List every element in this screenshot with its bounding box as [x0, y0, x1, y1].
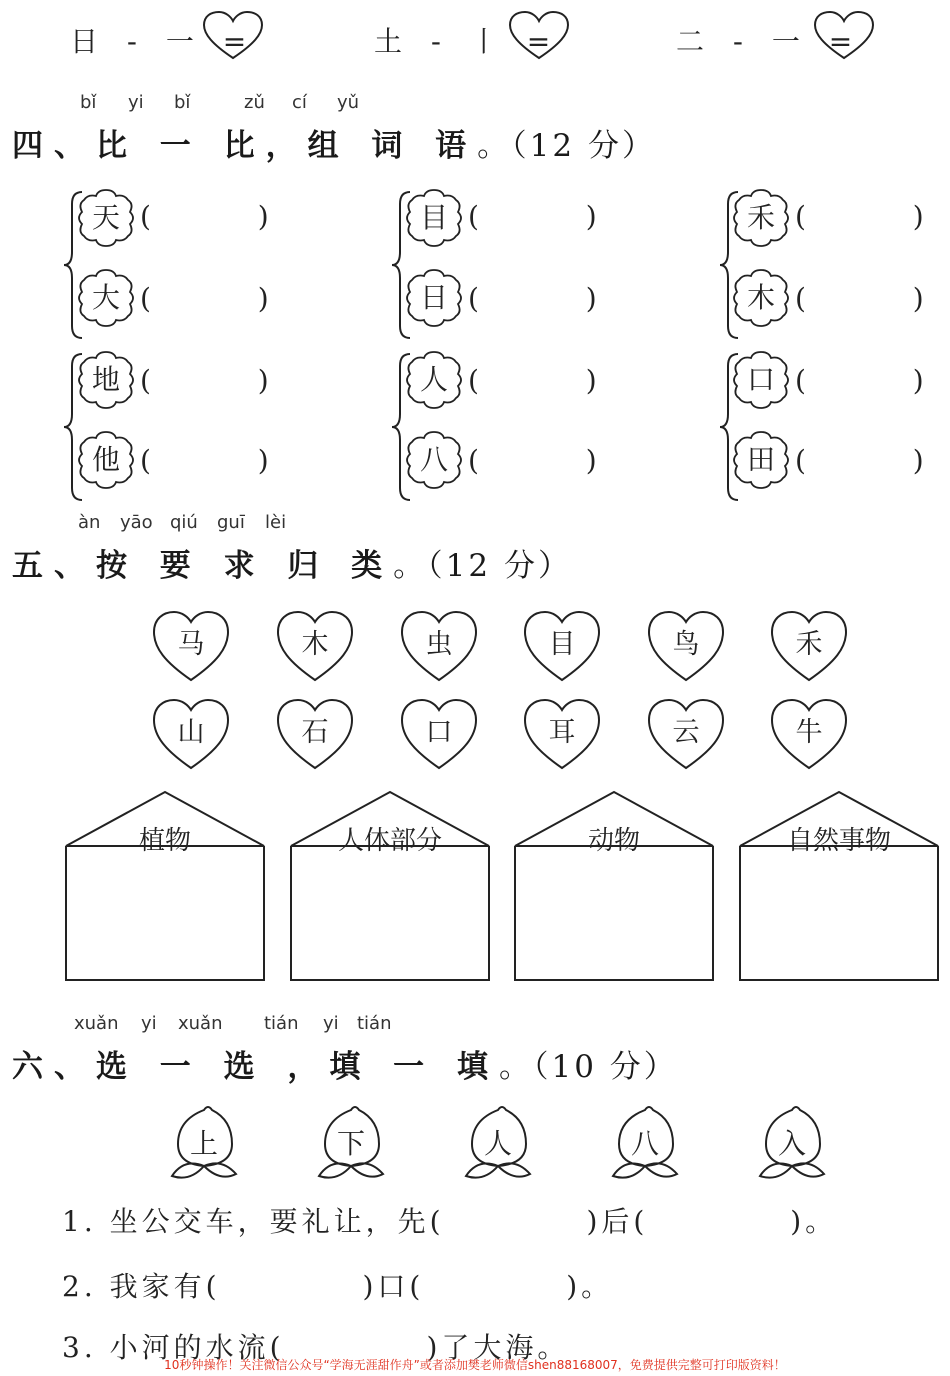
footer-notice: 10秒钟操作！关注微信公众号“学海无涯甜作舟”或者添加樊老师微信shen88168007，免费提供完整可打印版资料！	[164, 1358, 786, 1372]
heart-char: 鸟	[672, 629, 700, 660]
char-ri: 日	[419, 281, 448, 314]
char-ta: 他	[91, 443, 120, 476]
peach-char: 人	[483, 1127, 512, 1160]
peach-char: 入	[777, 1127, 806, 1160]
heart-char: 口	[425, 717, 453, 748]
fill-sentence-1[interactable]: 1. 坐公交车，要礼让，先( )后( )。	[62, 1205, 838, 1238]
char-ren: 人	[419, 363, 448, 396]
heart-char: 禾	[795, 629, 823, 660]
char-mu-tree: 木	[746, 281, 775, 314]
answer-blank[interactable]: ( )	[468, 444, 597, 477]
pinyin: zǔ	[244, 92, 265, 113]
pinyin: yāo	[120, 512, 153, 533]
peach-char: 上	[189, 1127, 218, 1160]
heart-card-chong[interactable]	[399, 608, 479, 684]
heart-char: 云	[672, 717, 700, 748]
answer-blank[interactable]: ( )	[140, 364, 269, 397]
peach-card-ren[interactable]	[464, 1104, 540, 1184]
peach-card-shang[interactable]	[170, 1104, 246, 1184]
category-label: 人体部分	[337, 826, 442, 856]
pinyin: yi	[141, 1013, 157, 1034]
pinyin: xuǎn	[74, 1013, 119, 1034]
answer-blank[interactable]: ( )	[795, 364, 924, 397]
char-ba: 八	[419, 443, 448, 476]
pinyin: qiú	[170, 512, 198, 533]
pinyin: bǐ	[174, 92, 191, 113]
category-house-body[interactable]	[289, 790, 491, 982]
heart-card-niu[interactable]	[769, 696, 849, 772]
answer-blank[interactable]: ( )	[140, 200, 269, 233]
heart-char: 虫	[425, 629, 453, 660]
heart-char: 马	[177, 629, 205, 660]
category-label: 植物	[138, 826, 191, 856]
heart-char: 山	[177, 717, 205, 748]
fill-sentence-2[interactable]: 2. 我家有( )口( )。	[62, 1270, 614, 1303]
pinyin: xuǎn	[178, 1013, 223, 1034]
char-di: 地	[91, 363, 120, 396]
heart-card-kou[interactable]	[399, 696, 479, 772]
pinyin: bǐ	[80, 92, 97, 113]
pinyin: guī	[217, 512, 245, 533]
heart-card-he[interactable]	[769, 608, 849, 684]
pinyin: yi	[128, 92, 144, 113]
equation-2: 土 - 丨 =	[374, 25, 561, 58]
answer-blank[interactable]: ( )	[468, 364, 597, 397]
pinyin: cí	[292, 92, 307, 113]
category-house-animals[interactable]	[513, 790, 715, 982]
peach-char: 下	[336, 1127, 365, 1160]
house-icon	[513, 790, 715, 982]
heart-card-mu-eye[interactable]	[522, 608, 602, 684]
house-icon	[738, 790, 940, 982]
equation-1: 日 - 一 =	[70, 25, 257, 58]
answer-blank[interactable]: ( )	[795, 444, 924, 477]
house-icon	[289, 790, 491, 982]
category-label: 自然事物	[786, 826, 891, 856]
category-label: 动物	[587, 826, 640, 856]
heart-card-shi[interactable]	[275, 696, 355, 772]
section-4-title: 四、比 一 比，组 词 语。（12 分）	[12, 128, 656, 164]
peach-card-ba[interactable]	[611, 1104, 687, 1184]
pinyin: tián	[357, 1013, 392, 1034]
pinyin: yǔ	[337, 92, 360, 113]
pinyin: tián	[264, 1013, 299, 1034]
heart-card-ma[interactable]	[151, 608, 231, 684]
heart-card-mu[interactable]	[275, 608, 355, 684]
heart-char: 石	[301, 717, 329, 748]
pinyin: lèi	[265, 512, 287, 533]
char-kou: 口	[746, 363, 775, 396]
pinyin: yi	[323, 1013, 339, 1034]
section-5-title: 五、按 要 求 归 类。（12 分）	[12, 548, 572, 584]
char-mu-eye: 目	[419, 201, 448, 234]
answer-blank[interactable]: ( )	[140, 444, 269, 477]
equation-3: 二 - 一 =	[676, 25, 863, 58]
char-tian: 天	[91, 201, 120, 234]
char-he: 禾	[746, 201, 775, 234]
answer-heart-3[interactable]	[813, 10, 875, 62]
fill-sentence-3[interactable]: 3. 小河的水流( )了大海。	[62, 1331, 570, 1364]
heart-card-er[interactable]	[522, 696, 602, 772]
answer-blank[interactable]: ( )	[468, 282, 597, 315]
heart-card-yun[interactable]	[646, 696, 726, 772]
section-6-title: 六、选 一 选 ，填 一 填。（10 分）	[12, 1049, 678, 1085]
peach-char: 八	[630, 1127, 659, 1160]
heart-card-niao[interactable]	[646, 608, 726, 684]
answer-blank[interactable]: ( )	[140, 282, 269, 315]
house-icon	[64, 790, 266, 982]
peach-card-ru[interactable]	[758, 1104, 834, 1184]
answer-blank[interactable]: ( )	[795, 282, 924, 315]
category-house-nature[interactable]	[738, 790, 940, 982]
peach-card-xia[interactable]	[317, 1104, 393, 1184]
heart-card-shan[interactable]	[151, 696, 231, 772]
char-tian-field: 田	[746, 443, 775, 476]
answer-blank[interactable]: ( )	[795, 200, 924, 233]
answer-blank[interactable]: ( )	[468, 200, 597, 233]
heart-char: 木	[301, 629, 329, 660]
heart-char: 牛	[795, 717, 823, 748]
heart-char: 耳	[548, 717, 576, 748]
answer-heart-1[interactable]	[202, 10, 264, 62]
char-da: 大	[91, 281, 120, 314]
answer-heart-2[interactable]	[508, 10, 570, 62]
pinyin: àn	[78, 512, 101, 533]
heart-char: 目	[548, 629, 576, 660]
category-house-plants[interactable]	[64, 790, 266, 982]
